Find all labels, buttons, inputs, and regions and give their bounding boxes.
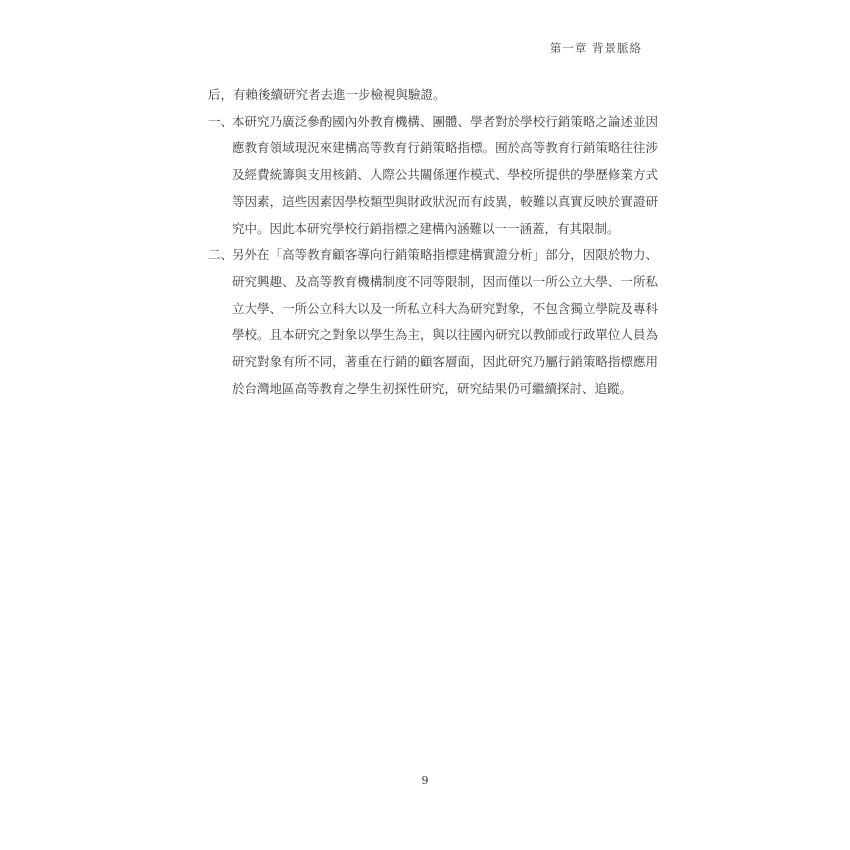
intro-paragraph: 后，有賴後續研究者去進一步檢視與驗證。 xyxy=(208,87,446,102)
list-item-text: 另外在「高等教育顧客導向行銷策略指標建構實證分析」部分，因限於物力、研究興趣、及高等教育機構制度不同等限制，因而僅以一所公立大學、一所私立大學、一所公立科大以及一所私立科大為研究對象，不包含獨立學院及專科學校。且本研究之對象以學生為主，與以往國內研究以教師或行政單位人員為研究對象有所不同，著重在行銷的顧客層面，因此研究乃屬行銷策略指標應用於台灣地區高等教育之學生初探性研究，研究結果仍可繼續探討、追蹤。 xyxy=(232,247,658,396)
list-item-marker: 二、 xyxy=(208,247,234,263)
list-item-text: 本研究乃廣泛參酌國內外教育機構、團體、學者對於學校行銷策略之論述並因應教育領域現況來建構高等教育行銷策略指標。囿於高等教育行銷策略往往涉及經費統籌與支用核銷、人際公共關係運作模式、學校所提供的學歷修業方式等因素，這些因素因學校類型與財政狀況而有歧異，較難以真實反映於實證研究中。因此本研究學校行銷指標之建構內涵難以一一涵蓋，有其限制。 xyxy=(232,113,658,236)
body-text xyxy=(208,82,658,402)
page-number: 9 xyxy=(421,774,429,787)
list-item xyxy=(208,242,658,402)
list-item xyxy=(208,109,658,243)
list-item-marker: 一、 xyxy=(208,113,234,129)
running-header: 第一章 背景脈絡 xyxy=(549,41,642,55)
